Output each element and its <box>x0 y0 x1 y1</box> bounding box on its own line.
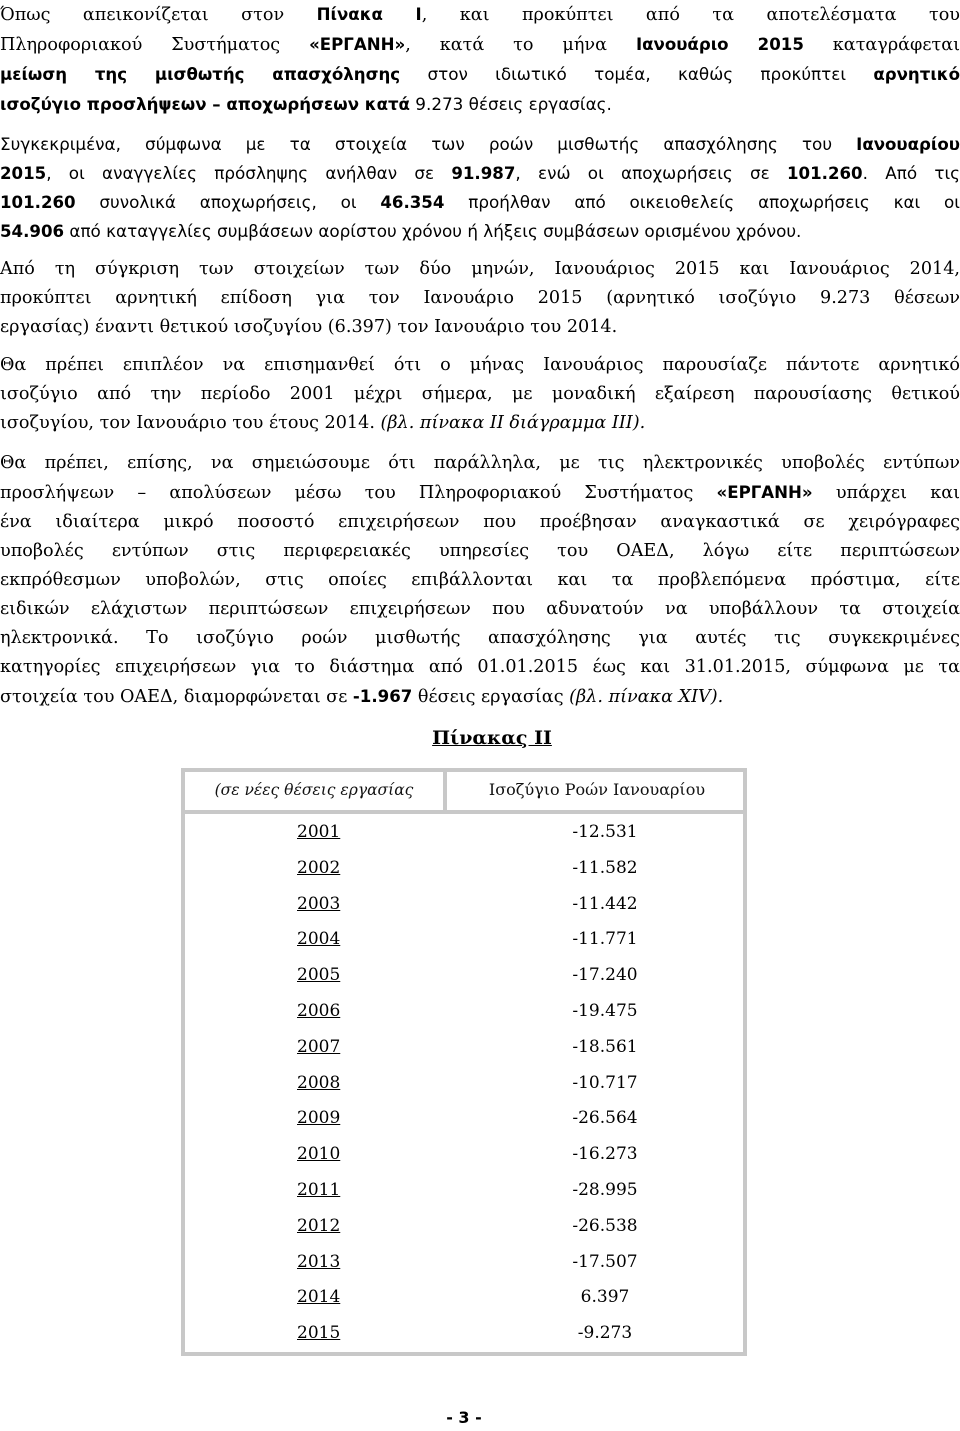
table-header-units: (σε νέες θέσεις εργασίας <box>214 781 414 799</box>
table-row <box>185 1283 743 1319</box>
text-line: ειδικών ελάχιστων περιπτώσεων επιχειρήσεων που αδυνατούν να υποβάλλουν τα στοιχεία <box>0 599 960 619</box>
text-line: εκπρόθεσμων υποβολών, στις οποίες επιβάλλονται και τα προβλεπόμενα πρόστιμα, είτε <box>0 570 960 590</box>
row-year: 2006 <box>297 1000 341 1021</box>
text-line: προσλήψεων – απολύσεων μέσω του Πληροφοριακού Συστήματος «ΕΡΓΑΝΗ» υπάρχει και <box>0 483 960 503</box>
row-year: 2003 <box>297 893 341 914</box>
text-line: 101.260 συνολικά αποχωρήσεις, οι 46.354 προήλθαν από οικειοθελείς αποχωρήσεις και οι <box>0 192 960 212</box>
text-line: εργασίας) έναντι θετικού ισοζυγίου (6.397) τον Ιανουάριο του 2014. <box>0 317 618 337</box>
table-header-balance: Ισοζύγιο Ροών Ιανουαρίου <box>488 780 706 799</box>
row-year: 2004 <box>297 929 341 950</box>
table-row <box>185 1176 743 1212</box>
row-value: -19.475 <box>572 1000 638 1021</box>
text-line: Πληροφοριακού Συστήματος «ΕΡΓΑΝΗ», κατά το μήνα Ιανουάριο 2015 καταγράφεται <box>0 35 960 55</box>
row-year: 2015 <box>297 1323 341 1344</box>
table-row <box>185 1104 743 1140</box>
row-value: -9.273 <box>577 1323 633 1344</box>
table-row <box>185 997 743 1033</box>
text-line: ισοζύγιο από την περίοδο 2001 μέχρι σήμερα, με μοναδική εξαίρεση παρουσίασης θετικού <box>0 384 960 404</box>
text-line: 2015, οι αναγγελίες πρόσληψης ανήλθαν σε 91.987, ενώ οι αποχωρήσεις σε 101.260. Από τις <box>0 163 960 183</box>
table-row <box>185 854 743 890</box>
row-value: -11.442 <box>572 893 638 914</box>
header-divider <box>443 772 447 810</box>
row-value: -26.538 <box>572 1215 638 1236</box>
text-line: Όπως απεικονίζεται στον Πίνακα Ι, και προκύπτει από τα αποτελέσματα του <box>0 5 960 25</box>
text-line: ισοζυγίου, τον Ιανουάριο του έτους 2014. (βλ. πίνακα ΙΙ διάγραμμα ΙΙΙ). <box>0 413 646 433</box>
row-year: 2002 <box>297 857 341 878</box>
row-year: 2014 <box>297 1287 341 1308</box>
text-line: ηλεκτρονικά. Το ισοζύγιο ροών μισθωτής απασχόλησης για αυτές τις συγκεκριμένες <box>0 628 960 648</box>
row-year: 2009 <box>297 1108 341 1129</box>
text-line: υποβολές εντύπων στις περιφερειακές υπηρεσίες του ΟΑΕΔ, λόγω είτε περιπτώσεων <box>0 541 960 561</box>
row-value: -11.582 <box>572 857 638 878</box>
text-line: Συγκεκριμένα, σύμφωνα με τα στοιχεία των ροών μισθωτής απασχόλησης του Ιανουαρίου <box>0 134 960 154</box>
text-line: 54.906 από καταγγελίες συμβάσεων αορίστου χρόνου ή λήξεις συμβάσεων ορισμένου χρόνου. <box>0 221 802 241</box>
row-year: 2005 <box>297 965 341 986</box>
text-line: στοιχεία του ΟΑΕΔ, διαμορφώνεται σε -1.967 θέσεις εργασίας (βλ. πίνακα ΧΙV). <box>0 687 724 707</box>
table-body <box>185 818 743 1355</box>
row-value: -10.717 <box>572 1072 638 1093</box>
row-value: -12.531 <box>572 822 638 842</box>
row-year: 2001 <box>297 822 341 842</box>
table-row <box>185 890 743 926</box>
table-row <box>185 1319 743 1355</box>
row-year: 2010 <box>297 1144 341 1165</box>
table-title: Πίνακας ΙΙ <box>432 727 552 749</box>
page-number: - 3 - <box>446 1408 482 1427</box>
row-year: 2013 <box>297 1251 341 1272</box>
row-year: 2012 <box>297 1215 341 1236</box>
row-year: 2008 <box>297 1072 341 1093</box>
table-row <box>185 1212 743 1248</box>
row-value: -11.771 <box>572 929 638 950</box>
text-line: ένα ιδιαίτερα μικρό ποσοστό επιχειρήσεων που προέβησαν αναγκαστικά σε χειρόγραφες <box>0 512 960 532</box>
paragraph-details <box>0 130 960 246</box>
row-value: -26.564 <box>572 1108 638 1129</box>
paragraph-intro <box>0 0 960 120</box>
row-value: -18.561 <box>572 1036 638 1057</box>
row-year: 2007 <box>297 1036 341 1057</box>
row-value: -17.507 <box>572 1251 638 1272</box>
paragraph-manual-submissions <box>0 449 960 712</box>
text-line: ισοζύγιο προσλήψεων – αποχωρήσεων κατά 9.273 θέσεις εργασίας. <box>0 94 612 114</box>
text-line: Θα πρέπει επιπλέον να επισημανθεί ότι ο μήνας Ιανουάριος παρουσίαζε πάντοτε αρνητικό <box>0 355 960 375</box>
table-row <box>185 1140 743 1176</box>
text-line: κατηγορίες επιχειρήσεων για το διάστημα από 01.01.2015 έως και 31.01.2015, σύμφωνα με τα <box>0 657 960 677</box>
balance-table <box>181 768 747 1356</box>
table-row <box>185 1248 743 1284</box>
row-value: -28.995 <box>572 1179 638 1200</box>
row-value: -17.240 <box>572 965 638 986</box>
table-row <box>185 961 743 997</box>
header-separator <box>185 810 743 814</box>
table-row <box>185 1033 743 1069</box>
text-line: Θα πρέπει, επίσης, να σημειώσουμε ότι παράλληλα, με τις ηλεκτρονικές υποβολές εντύπων <box>0 453 960 473</box>
table-row <box>185 818 743 854</box>
table-row <box>185 1069 743 1105</box>
row-value: -16.273 <box>572 1144 638 1165</box>
text-line: μείωση της μισθωτής απασχόλησης στον ιδιωτικό τομέα, καθώς προκύπτει αρνητικό <box>0 64 960 84</box>
table-row <box>185 925 743 961</box>
row-value: 6.397 <box>580 1287 630 1308</box>
text-line: προκύπτει αρνητική επίδοση για τον Ιανουάριο 2015 (αρνητικό ισοζύγιο 9.273 θέσεων <box>0 288 960 308</box>
text-line: Από τη σύγκριση των στοιχείων των δύο μηνών, Ιανουάριος 2015 και Ιανουάριος 2014, <box>0 259 960 279</box>
paragraph-comparison <box>0 255 960 342</box>
paragraph-note <box>0 351 960 438</box>
row-year: 2011 <box>297 1179 341 1200</box>
